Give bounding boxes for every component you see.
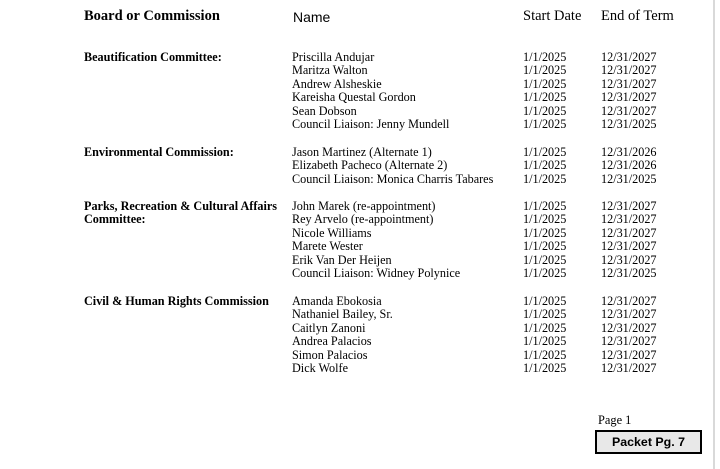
member-name: Caitlyn Zanoni bbox=[292, 320, 366, 335]
end-of-term: 12/31/2026 bbox=[601, 158, 657, 173]
member-name: Priscilla Andujar bbox=[292, 50, 375, 64]
start-date: 1/1/2025 bbox=[523, 225, 567, 240]
start-date: 1/1/2025 bbox=[523, 320, 567, 335]
board-name: Parks, Recreation & Cultural Affairs Committee: bbox=[84, 199, 278, 227]
end-of-term: 12/31/2027 bbox=[601, 90, 657, 105]
end-of-term: 12/31/2027 bbox=[601, 307, 657, 322]
end-of-term: 12/31/2027 bbox=[601, 199, 657, 213]
member-name: John Marek (re-appointment) bbox=[292, 199, 436, 213]
page-number: Page 1 bbox=[598, 413, 632, 427]
member-row bbox=[0, 105, 720, 118]
packet-page-badge: Packet Pg. 7 bbox=[595, 430, 702, 454]
member-name: Council Liaison: Widney Polynice bbox=[292, 265, 461, 280]
member-row bbox=[0, 362, 720, 375]
column-header-start-date: Start Date bbox=[523, 8, 582, 24]
member-row bbox=[0, 64, 720, 77]
start-date: 1/1/2025 bbox=[523, 347, 567, 362]
start-date: 1/1/2025 bbox=[523, 212, 567, 227]
member-name: Marete Wester bbox=[292, 239, 363, 254]
section-environmental-commission bbox=[0, 146, 720, 186]
end-of-term: 12/31/2027 bbox=[601, 360, 657, 375]
start-date: 1/1/2025 bbox=[523, 76, 567, 91]
member-row bbox=[0, 78, 720, 91]
board-name: Civil & Human Rights Commission bbox=[84, 294, 269, 308]
start-date: 1/1/2025 bbox=[523, 171, 567, 186]
end-of-term: 12/31/2027 bbox=[601, 239, 657, 254]
end-of-term: 12/31/2027 bbox=[601, 63, 657, 78]
end-of-term: 12/31/2027 bbox=[601, 212, 657, 227]
start-date: 1/1/2025 bbox=[523, 50, 567, 64]
member-name: Council Liaison: Monica Charris Tabares bbox=[292, 171, 494, 186]
start-date: 1/1/2025 bbox=[523, 63, 567, 78]
member-row bbox=[0, 349, 720, 362]
end-of-term: 12/31/2025 bbox=[601, 265, 657, 280]
end-of-term: 12/31/2027 bbox=[601, 347, 657, 362]
end-of-term: 12/31/2027 bbox=[601, 334, 657, 349]
section-parks-recreation-cultural-affairs bbox=[0, 200, 720, 280]
start-date: 1/1/2025 bbox=[523, 145, 567, 159]
member-name: Nathaniel Bailey, Sr. bbox=[292, 307, 393, 322]
start-date: 1/1/2025 bbox=[523, 239, 567, 254]
member-row bbox=[0, 118, 720, 131]
end-of-term: 12/31/2025 bbox=[601, 116, 657, 131]
member-row bbox=[0, 146, 720, 159]
end-of-term: 12/31/2026 bbox=[601, 145, 657, 159]
end-of-term: 12/31/2027 bbox=[601, 225, 657, 240]
start-date: 1/1/2025 bbox=[523, 307, 567, 322]
start-date: 1/1/2025 bbox=[523, 199, 567, 213]
member-name: Dick Wolfe bbox=[292, 360, 348, 375]
member-name: Maritza Walton bbox=[292, 63, 368, 78]
member-row bbox=[0, 159, 720, 172]
member-name: Council Liaison: Jenny Mundell bbox=[292, 116, 450, 131]
member-list bbox=[0, 51, 720, 131]
start-date: 1/1/2025 bbox=[523, 252, 567, 267]
start-date: 1/1/2025 bbox=[523, 116, 567, 131]
member-row bbox=[0, 200, 720, 213]
end-of-term: 12/31/2027 bbox=[601, 320, 657, 335]
column-header-name: Name bbox=[293, 9, 331, 25]
column-header-board: Board or Commission bbox=[84, 8, 220, 24]
member-name: Elizabeth Pacheco (Alternate 2) bbox=[292, 158, 448, 173]
member-list bbox=[0, 295, 720, 375]
member-row bbox=[0, 308, 720, 321]
member-name: Nicole Williams bbox=[292, 225, 372, 240]
member-list bbox=[0, 200, 720, 280]
start-date: 1/1/2025 bbox=[523, 334, 567, 349]
member-row bbox=[0, 335, 720, 348]
member-list bbox=[0, 146, 720, 186]
member-name: Kareisha Questal Gordon bbox=[292, 90, 416, 105]
column-header-end-of-term: End of Term bbox=[601, 8, 674, 24]
member-row bbox=[0, 295, 720, 308]
board-name: Beautification Committee: bbox=[84, 50, 222, 64]
start-date: 1/1/2025 bbox=[523, 294, 567, 308]
member-name: Simon Palacios bbox=[292, 347, 368, 362]
start-date: 1/1/2025 bbox=[523, 360, 567, 375]
member-row bbox=[0, 91, 720, 104]
member-name: Jason Martinez (Alternate 1) bbox=[292, 145, 432, 159]
member-name: Sean Dobson bbox=[292, 103, 357, 118]
member-row bbox=[0, 240, 720, 253]
member-row bbox=[0, 227, 720, 240]
start-date: 1/1/2025 bbox=[523, 90, 567, 105]
section-civil-human-rights-commission bbox=[0, 295, 720, 375]
start-date: 1/1/2025 bbox=[523, 103, 567, 118]
end-of-term: 12/31/2027 bbox=[601, 76, 657, 91]
member-name: Erik Van Der Heijen bbox=[292, 252, 392, 267]
end-of-term: 12/31/2027 bbox=[601, 103, 657, 118]
end-of-term: 12/31/2025 bbox=[601, 171, 657, 186]
member-name: Andrea Palacios bbox=[292, 334, 372, 349]
end-of-term: 12/31/2027 bbox=[601, 294, 657, 308]
start-date: 1/1/2025 bbox=[523, 158, 567, 173]
member-name: Andrew Alsheskie bbox=[292, 76, 382, 91]
section-beautification-committee bbox=[0, 51, 720, 131]
member-row bbox=[0, 213, 720, 226]
member-row bbox=[0, 254, 720, 267]
member-name: Amanda Ebokosia bbox=[292, 294, 382, 308]
member-name: Rey Arvelo (re-appointment) bbox=[292, 212, 434, 227]
member-row bbox=[0, 322, 720, 335]
end-of-term: 12/31/2027 bbox=[601, 252, 657, 267]
start-date: 1/1/2025 bbox=[523, 265, 567, 280]
member-row bbox=[0, 173, 720, 186]
member-row bbox=[0, 51, 720, 64]
board-name: Environmental Commission: bbox=[84, 145, 234, 159]
end-of-term: 12/31/2027 bbox=[601, 50, 657, 64]
member-row bbox=[0, 267, 720, 280]
